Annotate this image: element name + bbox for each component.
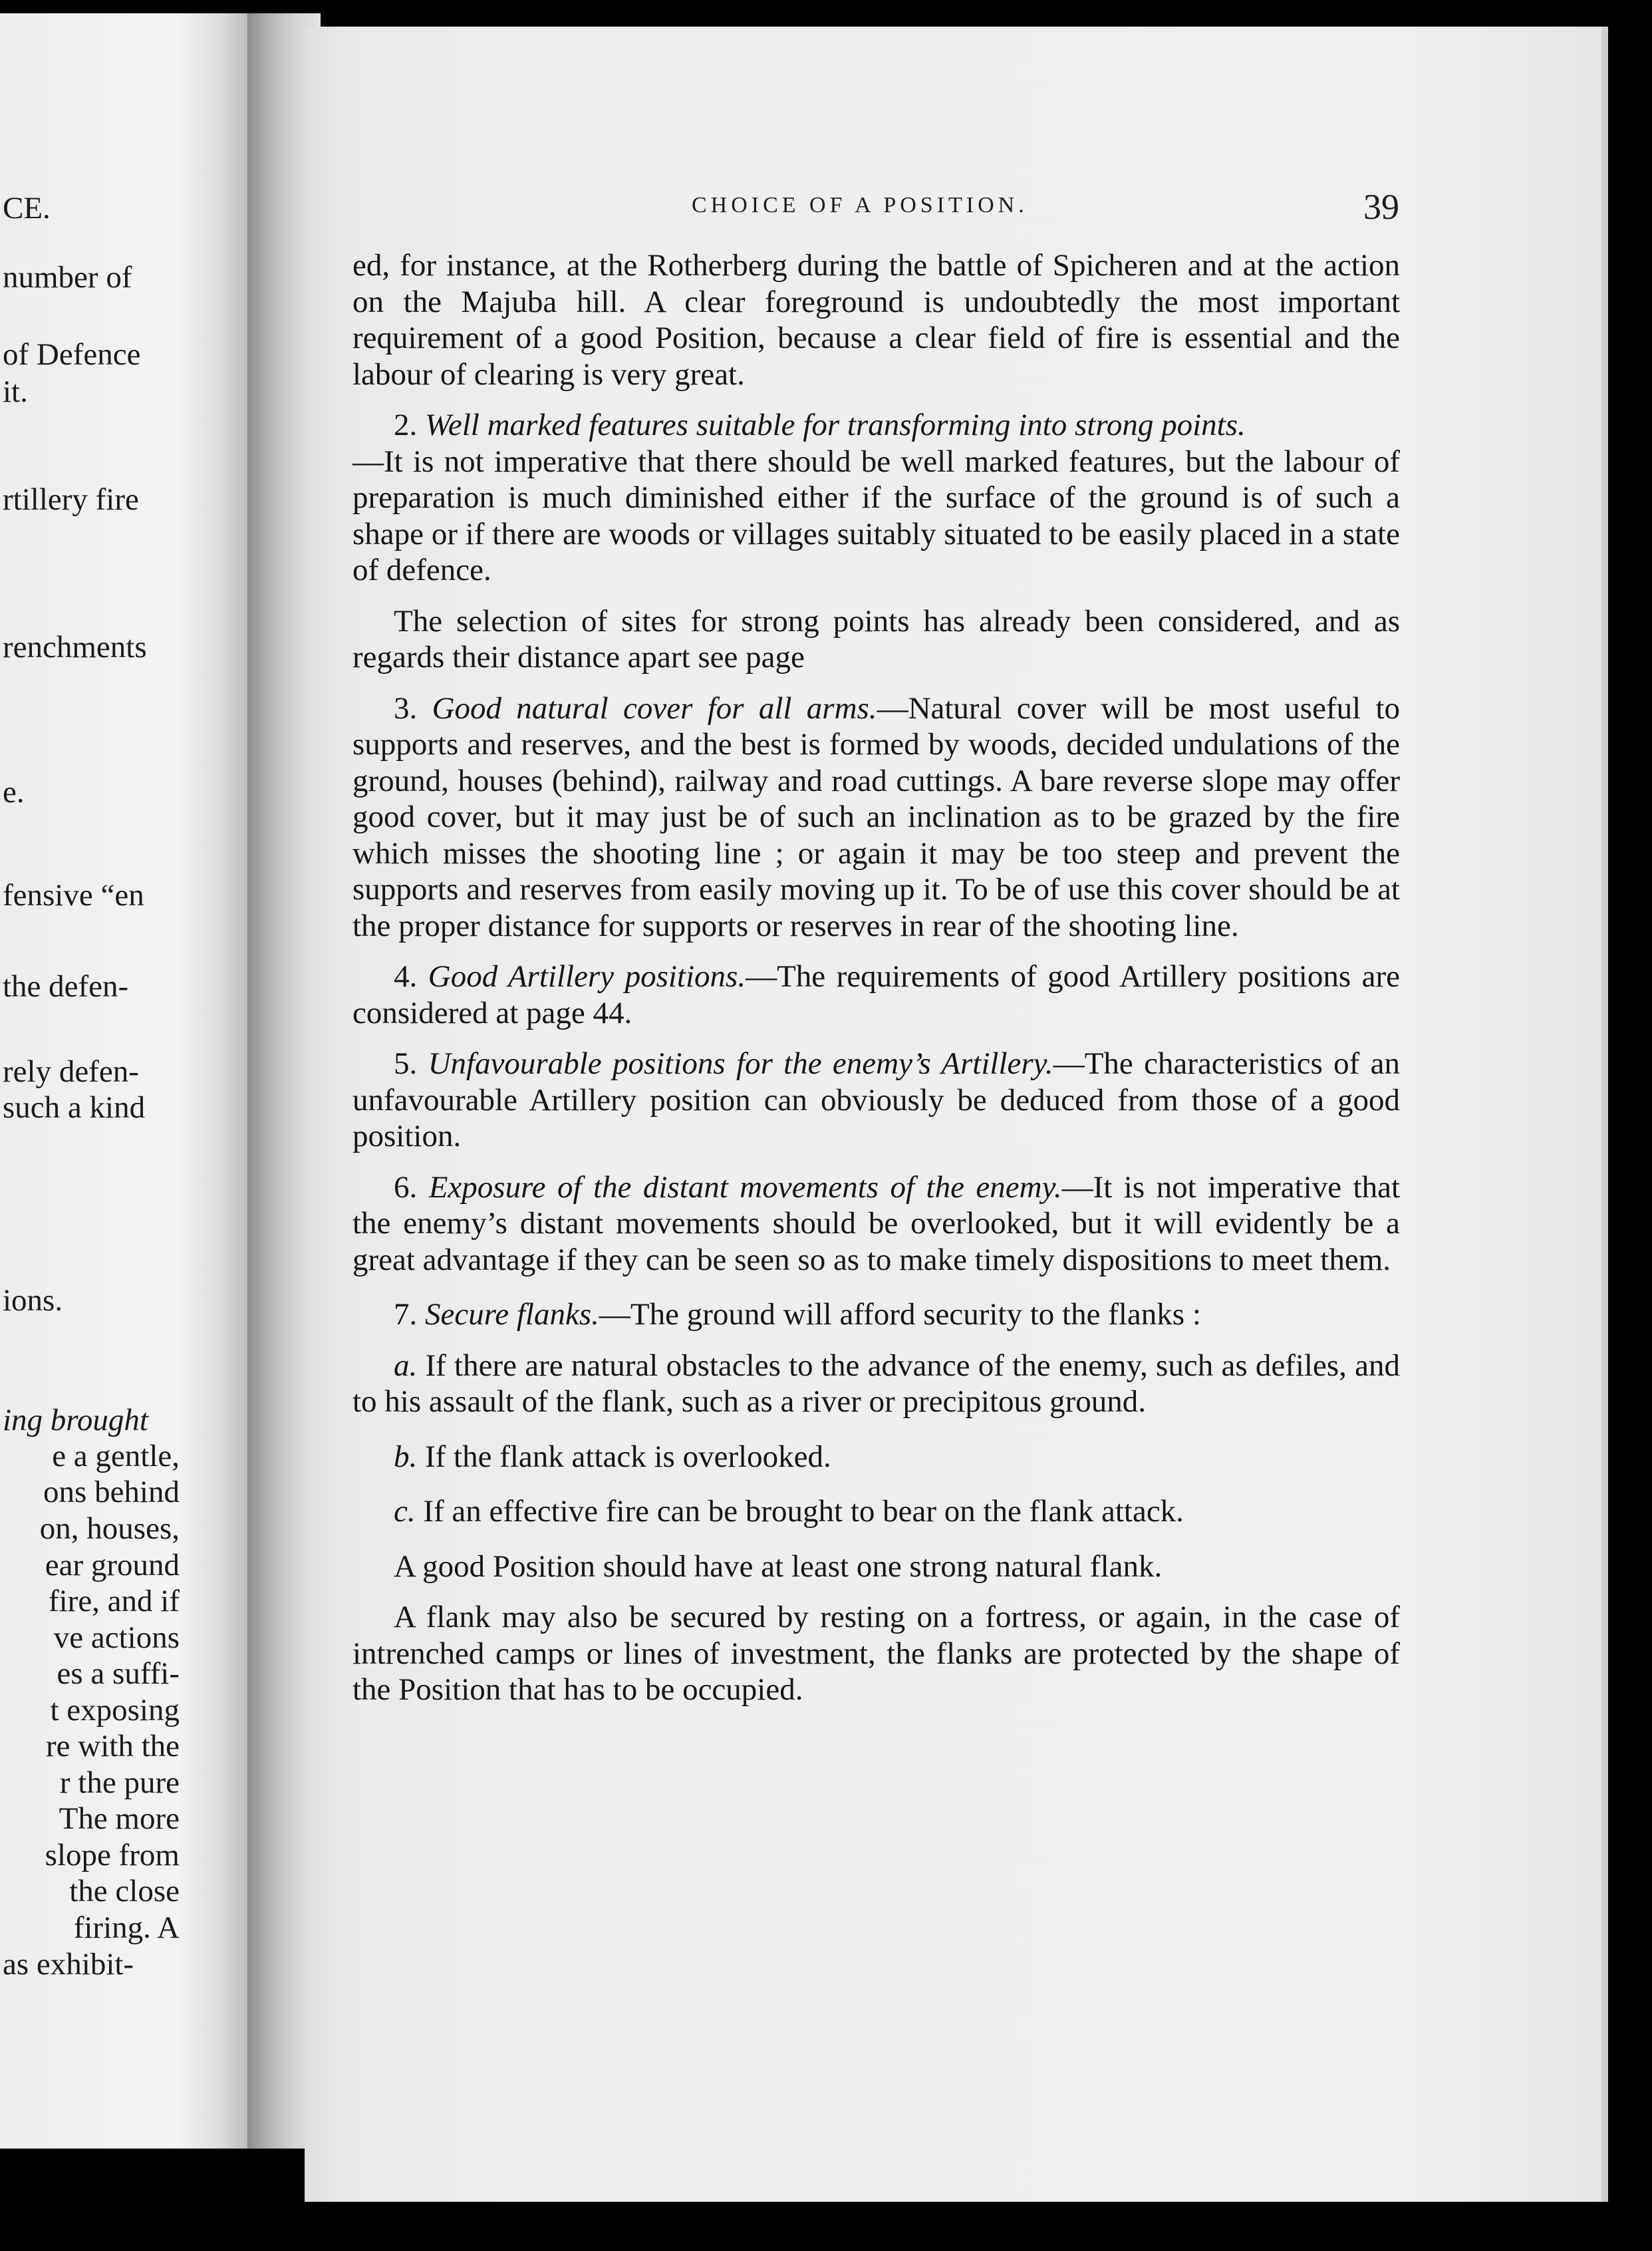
item-number: 7. [394,1297,418,1332]
paragraph-strong-points: The selection of sites for strong points has already been considered, and as regards their distance apart see page [352,603,1400,675]
item-number: 3. [394,690,418,726]
left-page-fragment: renchments [3,630,147,665]
left-page-fragment: slope from [45,1838,180,1873]
paragraph-subitem-a: a. If there are natural obstacles to the advance of the enemy, such as defiles, and to his assault of the flank, such as a river or precipitous ground. [352,1348,1400,1419]
left-page-fragment: firing. A [73,1910,180,1945]
paragraph-item-2: 2. Well marked features suitable for transforming into strong points. —It is not imperative that there should be well marked features, but the labour of preparation is much diminished either if the surface of the ground is of such a shape or if there are woods or villages suitably situated to be easily placed in a state of defence. [352,408,1400,587]
paragraph-item-4: 4. Good Artillery positions.—The requirements of good Artillery positions are considered at page 44. [352,959,1401,1030]
page-number: 39 [1363,187,1399,227]
paragraph-item-5: 5. Unfavourable positions for the enemy’s Artillery.—The characteristics of an unfavourable Artillery position can obviously be deduced from those of a good position. [352,1046,1400,1153]
item-title: Unfavourable positions for the enemy’s Artillery. [428,1046,1053,1081]
left-page [0,13,251,2149]
left-page-fragment: fensive “en [3,878,144,913]
left-page-fragment: CE. [3,191,51,225]
item-title: Secure flanks. [425,1297,599,1332]
paragraph-item-3: 3. Good natural cover for all arms.—Natural cover will be most useful to supports and reserves, and the best is formed by woods, decided undulations of the ground, houses (behind), railway and road cuttings. A bare reverse slope may offer good cover, but it may just be of such an inclination as to be grazed by the fire which misses the shooting line ; or again it may be too steep and prevent the supports and reserves from easily moving up it. To be of use this cover should be at the proper distance for supports or reserves in rear of the shooting line. [352,690,1401,943]
left-page-fragment: such a kind [3,1090,146,1125]
item-number: 6. [394,1169,418,1205]
left-page-fragment: ear ground [45,1548,180,1582]
left-page-fragment: t exposing [50,1693,180,1727]
left-page-fragment: es a suffi- [57,1656,180,1691]
paragraph-flank-security: A flank may also be secured by resting on a fortress, or again, in the case of intrenched camps or lines of investment, the flanks are protected by the shape of the Position that has to be occupied. [352,1600,1400,1707]
paragraph-item-7: 7. Secure flanks.—The ground will afford security to the flanks : [394,1297,1201,1332]
left-page-fragment: ing brought [3,1403,148,1437]
left-page-fragment: fire, and if [48,1584,180,1618]
paragraph-continuation: ed, for instance, at the Rotherberg during the battle of Spicheren and at the action on the Majuba hill. A clear foreground is undoubtedly the most important requirement of a good Position, because a clear field of fire is essential and the labour of clearing is very great. [352,248,1400,392]
page-body [352,247,1400,1708]
paragraph-subitem-c: c. If an effective fire can be brought to bear on the flank attack. [394,1494,1184,1529]
left-page-fragment: e a gentle, [52,1439,180,1473]
left-page-fragment: The more [59,1801,180,1836]
left-page-fragment: on, houses, [39,1511,180,1546]
left-page-fragment: r the pure [59,1765,180,1800]
left-page-fragment: re with the [46,1729,180,1763]
left-page-fragment: as exhibit- [3,1947,134,1982]
item-title: Well marked features suitable for transforming into strong points. [425,408,1246,442]
left-page-fragment: ions. [3,1283,63,1318]
left-page-fragment: rely defen- [3,1054,139,1089]
left-page-fragment: it. [3,375,28,409]
item-number: 4. [394,959,418,994]
item-number: 5. [394,1046,418,1081]
left-page-fragment: the defen- [3,969,129,1004]
left-page-fragment: number of [3,260,132,295]
paragraph-subitem-b: b. If the flank attack is overlooked. [394,1439,831,1474]
left-page-fragment: ons behind [43,1475,180,1509]
left-page-fragment: e. [3,775,25,810]
left-page-fragment: rtillery fire [3,482,139,517]
item-title: Good Artillery positions. [428,959,746,994]
left-page-fragment: the close [69,1874,180,1908]
subitem-letter: b. [394,1439,418,1474]
paragraph-item-6: 6. Exposure of the distant movements of the enemy.—It is not imperative that the enemy’s distant movements should be overlooked, but it will evidently be a great advantage if they can be seen so as to make timely dispositions to meet them. [352,1169,1401,1277]
subitem-letter: c. [394,1494,416,1529]
left-page-fragment: ve actions [53,1620,180,1655]
item-title: Exposure of the distant movements of the enemy. [428,1169,1062,1205]
left-page-fragment: of Defence [3,337,141,372]
subitem-letter: a. [394,1348,418,1383]
paragraph-natural-flank: A good Position should have at least one strong natural flank. [394,1549,1163,1584]
item-title: Good natural cover for all arms. [432,690,877,726]
running-header: CHOICE OF A POSITION. [692,193,1028,218]
item-number: 2. [394,408,418,442]
